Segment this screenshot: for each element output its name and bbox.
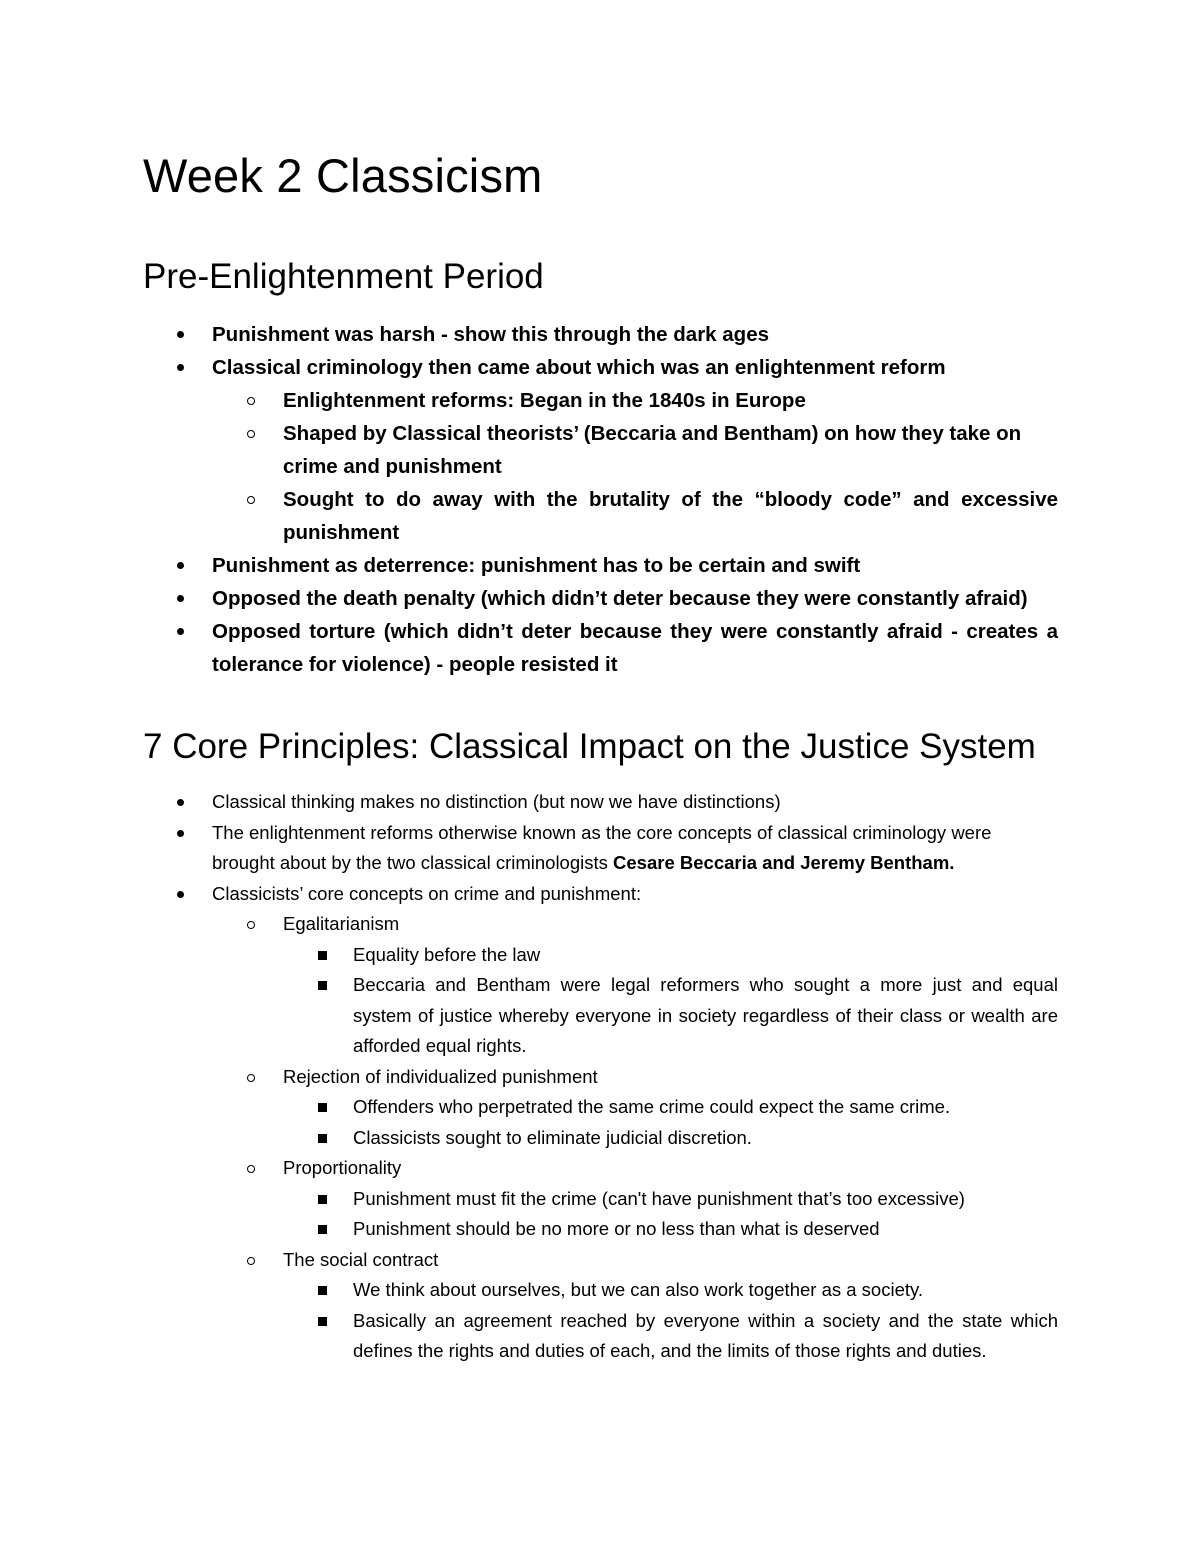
list-item bbox=[0, 879, 1200, 910]
list-item-text: Classical thinking makes no distinction (but now we have distinctions) bbox=[212, 791, 781, 812]
concept-item bbox=[0, 1153, 1200, 1184]
bullet-square-icon bbox=[318, 1225, 327, 1234]
core-principles-list bbox=[0, 787, 1200, 1367]
concept-point-text: Basically an agreement reached by everyone within a society and the state which defines the rights and duties of each, and the limits of those rights and duties. bbox=[353, 1309, 1058, 1361]
list-item-text: The enlightenment reforms otherwise known as the core concepts of classical criminology were brought about by the two classical criminologists bbox=[212, 821, 992, 873]
section-heading-core-principles: 7 Core Principles: Classical Impact on the Justice System bbox=[143, 727, 1036, 766]
concept-item bbox=[0, 1062, 1200, 1093]
bullet-dot-icon bbox=[177, 799, 184, 806]
concept-name: Rejection of individualized punishment bbox=[283, 1065, 598, 1087]
bullet-circle-icon bbox=[247, 921, 255, 929]
bullet-circle-icon bbox=[247, 1257, 255, 1265]
concept-point bbox=[0, 1123, 1200, 1154]
bullet-dot-icon bbox=[177, 331, 184, 338]
list-item-text: Punishment was harsh - show this through the dark ages bbox=[212, 323, 770, 346]
list-item bbox=[0, 582, 1200, 615]
list-item bbox=[0, 351, 1200, 384]
bullet-circle-icon bbox=[247, 1074, 255, 1082]
bullet-dot-icon bbox=[177, 562, 184, 569]
bullet-circle-icon bbox=[247, 496, 255, 504]
concept-point bbox=[0, 940, 1200, 971]
bullet-square-icon bbox=[318, 1195, 327, 1204]
list-item-text: Classicists’ core concepts on crime and punishment: bbox=[212, 882, 642, 904]
list-item bbox=[0, 787, 1200, 818]
list-item bbox=[0, 483, 1200, 549]
bullet-square-icon bbox=[318, 951, 327, 960]
concept-item bbox=[0, 1245, 1200, 1276]
bullet-dot-icon bbox=[177, 830, 184, 837]
concept-name: Proportionality bbox=[283, 1157, 402, 1178]
concept-point bbox=[0, 970, 1200, 1062]
bullet-dot-icon bbox=[177, 891, 184, 898]
concept-point-text: Offenders who perpetrated the same crime could expect the same crime. bbox=[353, 1096, 951, 1117]
concept-point bbox=[0, 1275, 1200, 1306]
list-item bbox=[0, 318, 1200, 351]
bullet-dot-icon bbox=[177, 364, 184, 371]
concept-point-text: Punishment should be no more or no less than what is deserved bbox=[353, 1218, 880, 1239]
bullet-square-icon bbox=[318, 1286, 327, 1295]
bullet-dot-icon bbox=[177, 595, 184, 602]
bullet-circle-icon bbox=[247, 1165, 255, 1173]
bullet-circle-icon bbox=[247, 430, 255, 438]
bullet-circle-icon bbox=[247, 397, 255, 405]
list-item-text: Shaped by Classical theorists’ (Beccaria and Bentham) on how they take on crime and punishment bbox=[283, 422, 1022, 478]
list-item-text: Sought to do away with the brutality of the “bloody code” and excessive punishment bbox=[283, 488, 1058, 544]
concept-name: The social contract bbox=[283, 1248, 439, 1270]
criminologists-names: Cesare Beccaria and Jeremy Bentham. bbox=[613, 852, 955, 873]
list-item bbox=[0, 417, 1200, 483]
bullet-dot-icon bbox=[177, 628, 184, 635]
list-item-text: Opposed the death penalty (which didn’t deter because they were constantly afraid) bbox=[212, 587, 1028, 610]
bullet-square-icon bbox=[318, 981, 327, 990]
concept-point-text: Classicists sought to eliminate judicial discretion. bbox=[353, 1126, 752, 1148]
pre-enlightenment-list bbox=[0, 318, 1200, 681]
list-item-text: Punishment as deterrence: punishment has to be certain and swift bbox=[212, 554, 861, 577]
page-title: Week 2 Classicism bbox=[143, 149, 543, 202]
concept-point-text: We think about ourselves, but we can also work together as a society. bbox=[353, 1279, 924, 1300]
concept-point bbox=[0, 1092, 1200, 1123]
concept-name: Egalitarianism bbox=[283, 913, 400, 934]
concept-item bbox=[0, 909, 1200, 940]
list-item bbox=[0, 615, 1200, 681]
concept-point bbox=[0, 1306, 1200, 1367]
list-item bbox=[0, 384, 1200, 417]
list-item-text: Enlightenment reforms: Began in the 1840s in Europe bbox=[283, 389, 806, 412]
list-item bbox=[0, 549, 1200, 582]
concept-point-text: Beccaria and Bentham were legal reformers who sought a more just and equal system of justice whereby everyone in society regardless of their class or wealth are afforded equal rights. bbox=[353, 974, 1058, 1056]
section-heading-pre-enlightenment: Pre-Enlightenment Period bbox=[143, 257, 544, 296]
list-item bbox=[0, 818, 1200, 879]
bullet-square-icon bbox=[318, 1134, 327, 1143]
concept-point-text: Equality before the law bbox=[353, 943, 541, 965]
concept-point bbox=[0, 1184, 1200, 1215]
list-item-text: Opposed torture (which didn’t deter because they were constantly afraid - creates a tolerance for violence) - people resisted it bbox=[212, 620, 1058, 676]
concept-point-text: Punishment must fit the crime (can't have punishment that’s too excessive) bbox=[353, 1187, 965, 1209]
concept-point bbox=[0, 1214, 1200, 1245]
bullet-square-icon bbox=[318, 1103, 327, 1112]
bullet-square-icon bbox=[318, 1317, 327, 1326]
list-item-text: Classical criminology then came about which was an enlightenment reform bbox=[212, 356, 946, 379]
